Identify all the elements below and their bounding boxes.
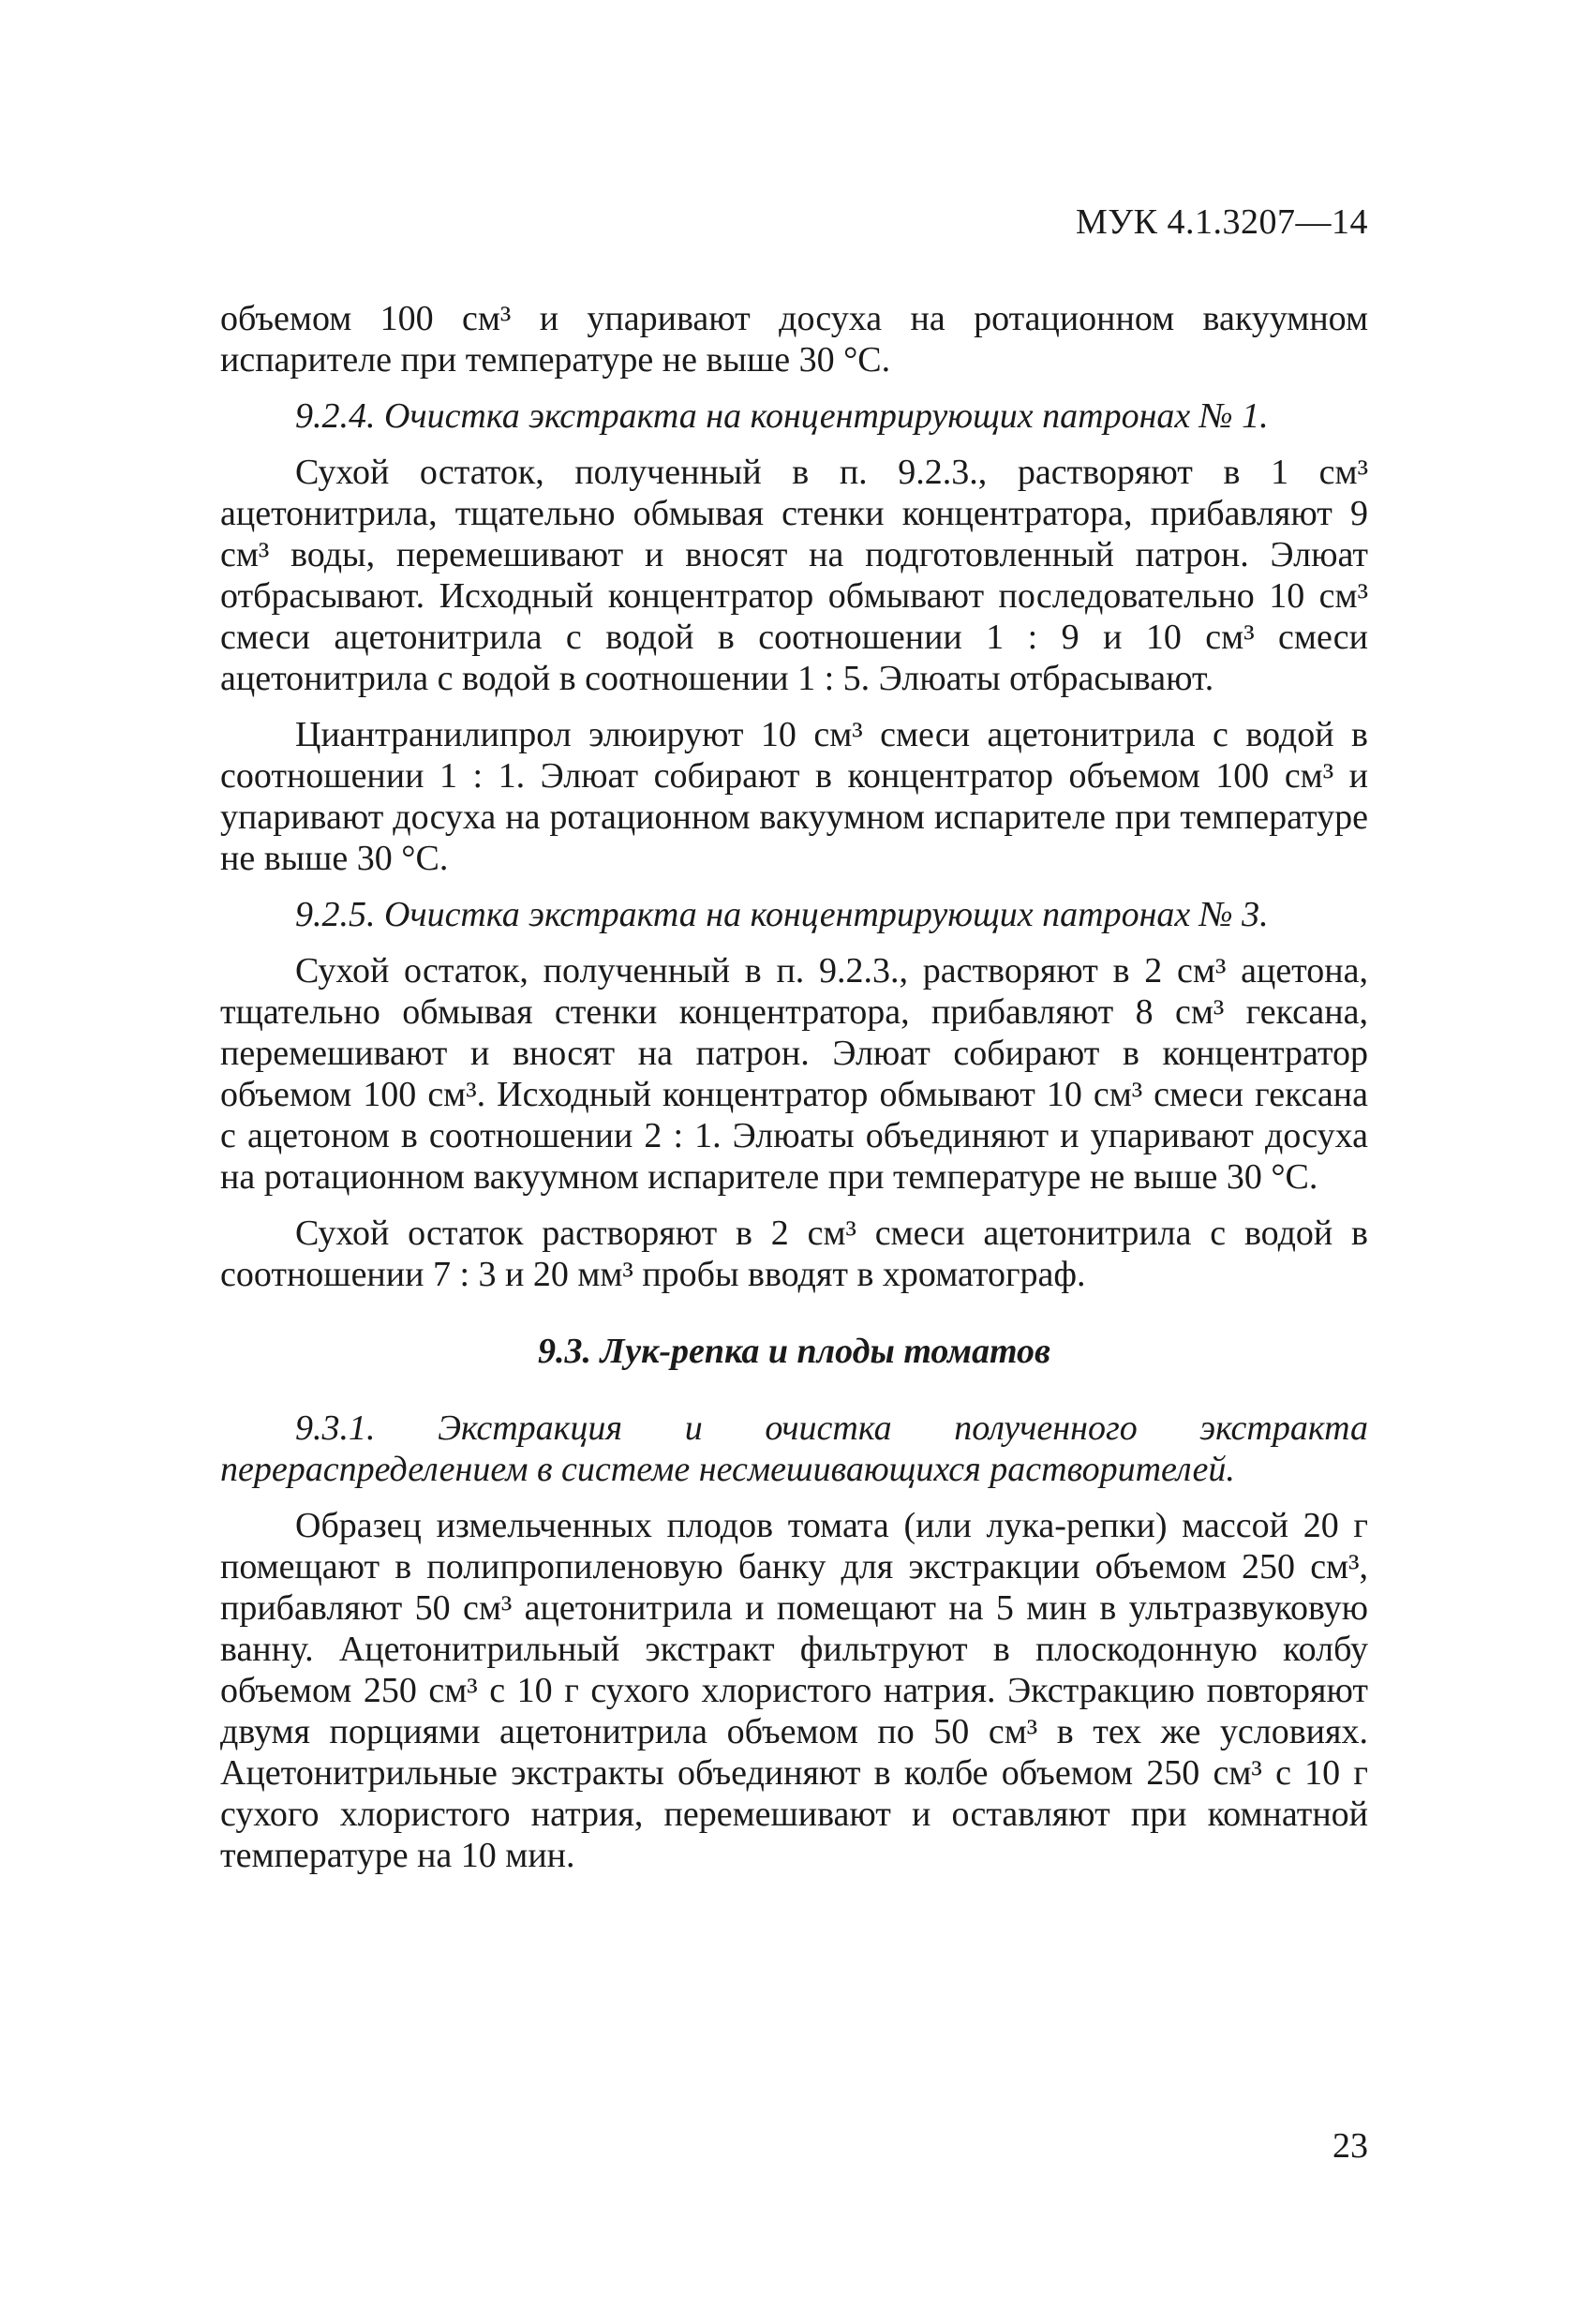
- paragraph: Сухой остаток, полученный в п. 9.2.3., растворяют в 1 см³ ацетонитрила, тщательно обмывая стенки концентратора, прибавляют 9 см³ воды, перемешивают и вносят на подготовленный патрон. Элюат отбрасывают. Исходный концентратор обмывают последовательно 10 см³ смеси ацетонитрила с водой в соотношении 1 : 9 и 10 см³ смеси ацетонитрила с водой в соотношении 1 : 5. Элюаты отбрасывают.: [220, 453, 1368, 698]
- section-title-9-2-5: 9.2.5. Очистка экстракта на концентрирующих патронах № 3.: [295, 895, 1269, 934]
- section-heading-9-3: 9.3. Лук-репка и плоды томатов: [537, 1332, 1051, 1371]
- page-number: 23: [1332, 2126, 1368, 2166]
- paragraph: Образец измельченных плодов томата (или лука-репки) массой 20 г помещают в полипропиленовую банку для экстракции объемом 250 см³, прибавляют 50 см³ ацетонитрила и помещают на 5 мин в ультразвуковую ванну. Ацетонитрильный экстракт фильтруют в плоскодонную колбу объемом 250 см³ с 10 г сухого хлористого натрия. Экстракцию повторяют двумя порциями ацетонитрила объемом по 50 см³ в тех же условиях. Ацетонитрильные экстракты объединяют в колбе объемом 250 см³ с 10 г сухого хлористого натрия, перемешивают и оставляют при комнатной температуре на 10 мин.: [220, 1506, 1368, 1875]
- section-title-9-2-4: 9.2.4. Очистка экстракта на концентрирующих патронах № 1.: [295, 396, 1269, 436]
- page-body: [220, 298, 1368, 1876]
- paragraph: объемом 100 см³ и упаривают досуха на ротационном вакуумном испарителе при температуре не выше 30 °С.: [220, 299, 1368, 380]
- document-code: МУК 4.1.3207—14: [1075, 202, 1368, 242]
- paragraph: Сухой остаток растворяют в 2 см³ смеси ацетонитрила с водой в соотношении 7 : 3 и 20 мм³ пробы вводят в хроматограф.: [220, 1214, 1368, 1294]
- section-title-9-3-1: 9.3.1. Экстракция и очистка полученного экстракта перераспределением в системе несмешивающихся растворителей.: [220, 1408, 1368, 1489]
- paragraph: Сухой остаток, полученный в п. 9.2.3., растворяют в 2 см³ ацетона, тщательно обмывая стенки концентратора, прибавляют 8 см³ гексана, перемешивают и вносят на патрон. Элюат собирают в концентратор объемом 100 см³. Исходный концентратор обмывают 10 см³ смеси гексана с ацетоном в соотношении 2 : 1. Элюаты объединяют и упаривают досуха на ротационном вакуумном испарителе при температуре не выше 30 °С.: [220, 951, 1368, 1197]
- paragraph: Циантранилипрол элюируют 10 см³ смеси ацетонитрила с водой в соотношении 1 : 1. Элюат собирают в концентратор объемом 100 см³ и упаривают досуха на ротационном вакуумном испарителе при температуре не выше 30 °С.: [220, 715, 1368, 878]
